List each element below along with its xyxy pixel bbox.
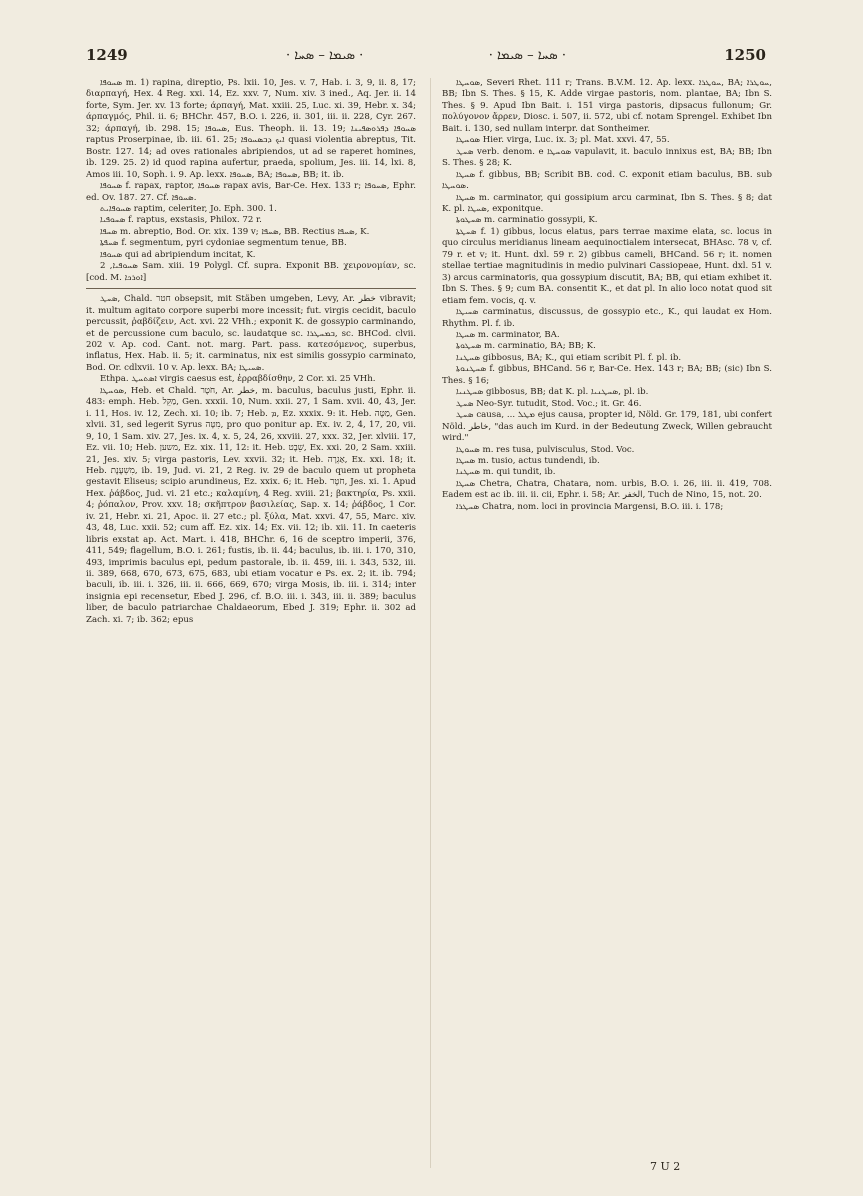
running-head-right: · ܣܚܐ – ܣܝܡܐ · <box>488 48 566 63</box>
dictionary-entry: ܣܚܛܘܬܐ m. carminatio gossypii, K. <box>456 215 598 226</box>
dictionary-entry: ܣܚܘܦܐ qui ad abripiendum incitat, K. <box>100 249 256 260</box>
dictionary-entry: ܣܚܘܦܐܝܬ raptim, celeriter, Jo. Eph. 300. 1. <box>100 203 277 214</box>
dictionary-entry: ܣܚܛܐ Chetra, Chatra, Chatara, nom. urbis, B.O. i. 26, iii. ii. 419, 708. Eadem est ac ib. iii. ii. cii, Ephr. i. 58; Ar. الخفر, Tuch de Nino, 15, not. 20. <box>442 478 772 501</box>
dictionary-entry: ܣܚܛܐ f. gibbus, BB; Scribit BB. cod. C. exponit etiam baculus, BB. sub ܣܘܚܛܐ. <box>442 169 772 192</box>
dictionary-entry: ܣܚܛܐ m. carminator, qui gossipium arcu carminat, Ibn S. Thes. § 8; dat K. pl. ܣܚܛܐ, exponitque. <box>442 192 772 214</box>
dictionary-entry: ܣܚܦܬܐ f. segmentum, pyri cydoniae segmentum tenue, BB. <box>100 238 347 249</box>
dictionary-entry: ܣܚܛܢܐ m. qui tundit, ib. <box>456 467 556 478</box>
page-number-right: 1250 <box>724 46 766 64</box>
right-column <box>442 78 772 1178</box>
dictionary-entry: ܣܚܘܦܐ m. 1) rapina, direptio, Ps. lxii. 10, Jes. v. 7, Hab. i. 3, 9, ii. 8, 17; διαρπαγή, Hex. 4 Reg. xxi. 14, Ez. xxv. 7, Num. xiv. 3 ined., Aq. Jer. ii. 14 forte, Sym. Jer. xv. 13 forte; άρπαγή, Mat. xxiii. 25, Luc. xi. 39, Hebr. x. 34; άρπαγμός, Phil. ii. 6; BHChr. 457, B.O. i. 226, ii. 301, iii. ii. 228, Cyr. 267. 32; άρπαγή, ib. 298. 15; ܣܚܘܦܐ, Eus. Theoph. ii. 13. 19; ܣܚܘܦܐ ܕܦܪܘܣܦܝܢܐ raptus Proserpinae, ib. iii. 61. 25; ܐܝܟ ܕܒܣܚܘܦܐ quasi violentia abreptus, Tit. Bostr. 127. 14; ad oves rationales abripiendos, ut ad se raperet homines, ib. 129. 25. 2) id quod rapina aufertur, praeda, spolium, Jes. iii. 14, lxi. 8, Amos iii. 10, Soph. i. 9. Ap. lexx. ܣܚܘܦܐ, BA; ܣܚܘܦܐ, BB; it. ib. <box>86 78 416 180</box>
dictionary-entry: ܣܚܝܛܐ carminatus, discussus, de gossypio etc., K., qui laudat ex Hom. Rhythm. Pl. f. ib. <box>442 307 772 329</box>
section-rule <box>86 288 416 289</box>
dictionary-entry: ܣܚܛܢܐ gibbosus, BA; K., qui etiam scribit Pl. f. pl. ib. <box>456 352 682 363</box>
dictionary-entry: ܣܚܘܦܝܐ f. raptus, exstasis, Philox. 72 r. <box>100 215 262 226</box>
dictionary-entry: ܣܚܛܐ m. carminator, BA. <box>456 329 560 340</box>
column-divider <box>430 78 431 1168</box>
dictionary-entry: ܣܚܛܘܬܐ m. carminatio, BA; BB; K. <box>456 341 596 352</box>
page-header <box>86 46 766 72</box>
dictionary-entry: ܣܚܛ, Chald. חטר obsepsit, mit Stäben umgeben, Levy, Ar. خطر vibravit; it. multum agitato corpore superbi more incessit; fut. virgis cecidit, baculo percussit, ῥαβδίζειν, Act. xvi. 22 VHh.; exponit K. de gossypio carminando, et de percussione cum baculo, sc. laudatque sc. ܒܡܚܛܪܐ, sc. BHCod. clvii. 202 v. Ap. cod. Cant. not. marg. Part. pass. κατεσόμενος, superbus, inflatus, Hex. Hab. ii. 5; it. carminatus, nix est similis gossypio carminato, Bod. Or. cdlxvii. 10 v. Ap. lexx. BA; ܣܚܝܛܐ. <box>86 294 416 373</box>
left-column <box>86 78 416 1178</box>
dictionary-entry: ܣܘܚܛܐ Hier. virga, Luc. ix. 3; pl. Mat. xxvi. 47, 55. <box>456 135 670 146</box>
dictionary-entry: ܣܚܘܦܐ f. rapax, raptor, ܣܚܘܦܐ rapax avis, Bar-Ce. Hex. 133 r; ܣܚܘܦܐ, Ephr. ed. Ov. 187. 27. Cf. ܣܚܘܦܐ. <box>86 181 416 203</box>
dictionary-entry: ܣܚܛ Neo-Syr. tutudit, Stod. Voc.; it. Gr. 46. <box>456 398 642 409</box>
signature-mark: 7 U 2 <box>650 1160 681 1173</box>
dictionary-entry: ܣܚܘܛܐ m. res tusa, pulvisculus, Stod. Voc. <box>456 444 635 455</box>
dictionary-entry: ܣܚܛܪܐ Chatra, nom. loci in provincia Margensi, B.O. iii. i. 178; <box>456 501 724 512</box>
running-head-left: · ܣܝܡܐ – ܣܚܐ · <box>286 48 364 63</box>
dictionary-entry: ܣܚܛ causa, ... ܡܛܠ ejus causa, propter id, Nöld. Gr. 179, 181, ubi confert Nöld. خاطر, "das auch im Kurd. in der Bedeutung Zweck, Willen gebraucht wird." <box>442 410 772 444</box>
dictionary-entry: ܣܚܛܐ m. tusio, actus tundendi, ib. <box>456 455 600 466</box>
dictionary-entry: ܣܘܚܛܐ, Heb. et Chald. חֹטֶר, Ar. خطر, m. baculus, baculus justi, Ephr. ii. 483: emph. Heb. מַקֵּל, Gen. xxxii. 10, Num. xxii. 27, 1 Sam. xvii. 40, 43, Jer. i. 11, Hos. iv. 12, Zech. xi. 10; ib. 7; Heb. ܡ, Ez. xxxix. 9: it. Heb. מַטֶּה, Gen. xlvii. 31, sed legerit Syrus מִטָּה, pro quo ponitur ap. Ex. iv. 2, 4, 17, 20, vii. 9, 10, 1 Sam. xiv. 27, Jes. ix. 4, x. 5, 24, 26, xxviii. 27, xxx. 32, Jer. xlviii. 17, Ez. vii. 10; Heb. משען, Ez. xix. 11, 12: it. Heb. שֵׁבֶט, Ex. xxi. 20, 2 Sam. xxiii. 21, Jes. xiv. 5; virga pastoris, Lev. xxvii. 32; it. Heb. אַגְרָה, Ex. xxi. 18; it. Heb. מִשְׁעֶנֶת, ib. 19, Jud. vi. 21, 2 Reg. iv. 29 de baculo quem ut propheta gestavit Eliseus; scipio arundineus, Ez. xxix. 6; it. Heb. חֹטֶר, Jes. xi. 1. Apud Hex. ῥάβδος, Jud. vi. 21 etc.; καλαμίνη, 4 Reg. xviii. 21; βακτηρία, Ps. xxii. 4; ῥόπαλον, Prov. xxv. 18; σκῆπτρον βασιλείας, Sap. x. 14; ῥάβδος, 1 Cor. iv. 21, Hebr. xi. 21, Apoc. ii. 27 etc.; pl. ξύλα, Mat. xxvi. 47, 55, Marc. xiv. 43, 48, Luc. xxii. 52; cum aff. Ez. xix. 14; Ex. vii. 12; ib. xii. 11. In caeteris libris exstat ap. Act. Mart. i. 418, BHChr. 6, 16 de sceptro imperii, 376, 411, 549; flagellum, B.O. i. 261; fustis, ib. ii. 44; baculus, ib. iii. i. 170, 310, 493, imprimis baculus epi, pedum pastorale, ib. ii. 459, iii. i. 343, 532, iii. ii. 389, 668, 670, 673, 675, 683, ubi etiam vocatur e Ps. ex. 2; it. ib. 794; baculi, ib. iii. i. 326, iii. ii. 666, 669, 670; virga Mosis, ib. iii. i. 314; inter insignia epi recensetur, Ebed J. 296, cf. B.O. iii. i. 343, iii. ii. 389; baculus liber, de baculo patriarchae Chaldaeorum, Ebed J. 319; Ephr. ii. 302 ad Zach. xi. 7; ib. 362; epus <box>86 385 416 625</box>
dictionary-entry: ܣܘܚܛܐ, Severi Rhet. 111 r; Trans. B.V.M. 12. Ap. lexx. ܚܘܛܪܐ, BA; ܚܘܛܪܐ, BB; Ibn S. Thes. § 15, K. Adde virgae pastoris, nom. plantae, BA; Ibn S. Thes. § 9. Apud Ibn Bait. i. 151 virga pastoris, dipsacus fullonum; Gr. πολύγονον ἄρρεν, Diosc. i. 507, ii. 572, ubi cf. notam Sprengel. Exhibet Ibn Bait. i. 130, sed nullam interpr. dat Sontheimer. <box>442 78 772 134</box>
dictionary-entry: ܣܚܘܦܝܐ, 2 Sam. xiii. 19 Polygl. Cf. supra. Exponit BB. χειρονομίαν, sc. [cod. M. ܐܘܪܟܐ] <box>86 261 416 283</box>
dictionary-entry: Ethpa. ܐܣܬܚܛ virgis caesus est, ἐρραβδίσθην, 2 Cor. xi. 25 VHh. <box>100 374 376 385</box>
dictionary-entry: ܣܚܛܬܐ f. 1) gibbus, locus elatus, pars terrae maxime elata, sc. locus in quo circulus meridianus lineam aequinoctialem intersecat, BHAsc. 78 v, cf. 79 r. et v; it. Hunt. dxl. 59 r. 2) gibbus cameli, BHCand. 56 r; it. nomen stellae tertiae magnitudinis in medio pulvinari Cassiopeae, Hunt. dxl. 51 v. 3) arcus carminatoris, qua gossypium discutit, BA; BB, qui etiam exhibet it. Ibn S. Thes. § 9; cum BA. consentit K., et dat pl. In alio loco notat quod sit etiam fem. vocis, q. v. <box>442 226 772 306</box>
dictionary-entry: ܣܚܛ verb. denom. e ܣܘܚܛܐ vapulavit, it. baculo innixus est, BA; BB; Ibn S. Thes. § 28; K. <box>442 146 772 169</box>
dictionary-entry: ܣܚܦܐ m. abreptio, Bod. Or. xix. 139 v; ܣܚܦܐ, BB. Rectius ܣܚܦܐ, K. <box>100 226 370 237</box>
page-number-left: 1249 <box>86 46 128 64</box>
dictionary-entry: ܣܚܛܢܘܬܐ f. gibbus, BHCand. 56 r, Bar-Ce. Hex. 143 r; BA; BB; (sic) Ibn S. Thes. § 16; <box>442 364 772 386</box>
dictionary-entry: ܣܚܛܢܝܐ gibbosus, BB; dat K. pl. ܣܚܛܢܝܐ, pl. ib. <box>456 387 649 398</box>
